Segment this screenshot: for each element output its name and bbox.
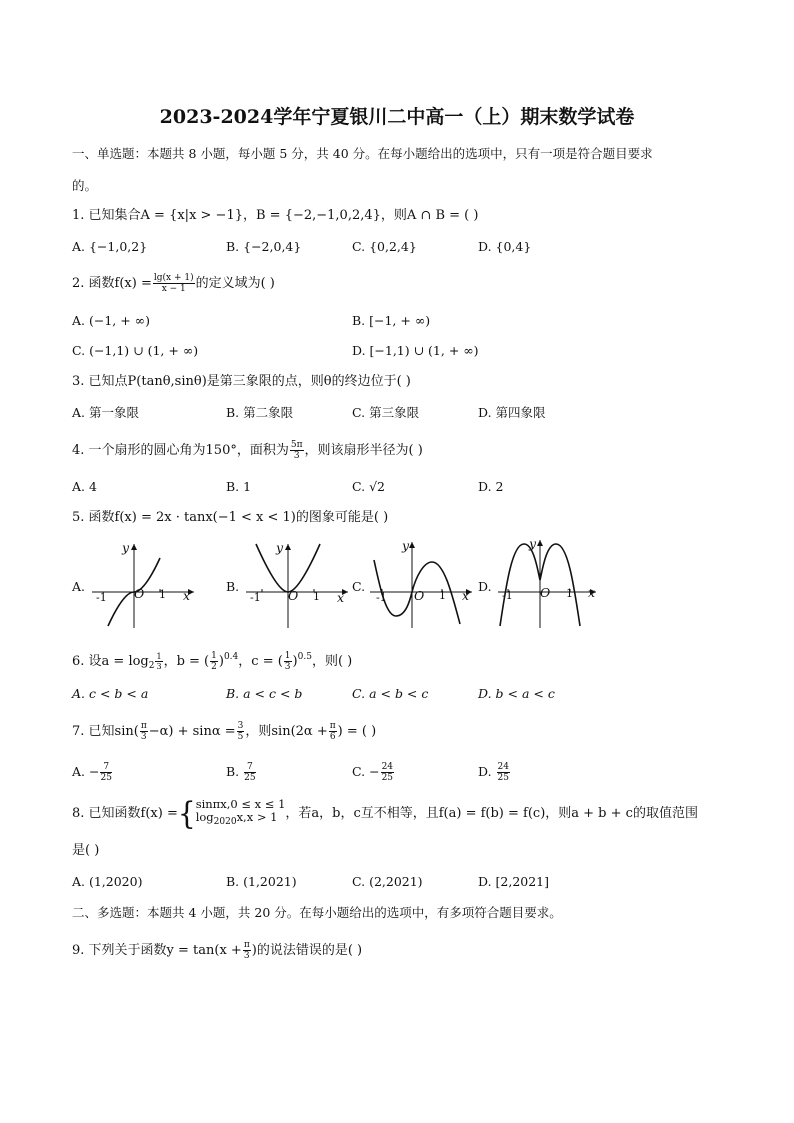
q6-a-base: 2 <box>148 661 155 671</box>
q4-option-c: C. √2 <box>352 479 385 494</box>
question-2-stem <box>72 273 275 294</box>
q7-option-b-den: 25 <box>244 773 256 783</box>
q5-c-y-label: y <box>402 538 410 553</box>
q8-case-2-base: 2020 <box>213 817 237 827</box>
q8-case-1: sinπx,0 ≤ x ≤ 1 <box>195 797 286 811</box>
q6-b-fraction <box>210 651 218 672</box>
q5-graph-c <box>368 538 480 630</box>
question-8-stem <box>72 794 698 832</box>
q7-frac-2-num: 3 <box>237 721 244 731</box>
q5-a-pos1: 1 <box>159 588 166 601</box>
q5-d-neg1: -1 <box>502 589 513 602</box>
q7-option-c-sign: − <box>369 764 380 779</box>
q4-option-a: A. 4 <box>72 479 97 494</box>
q5-c-pos1: 1 <box>439 589 446 602</box>
q6-c-fraction <box>284 651 292 672</box>
q7-option-a-sign: − <box>89 764 100 779</box>
q2-frac-num: lg(x + 1) <box>153 273 194 283</box>
q7-option-a <box>72 762 113 783</box>
q6-b-exp: 0.4 <box>223 652 239 662</box>
q7-option-a-frac <box>100 762 111 783</box>
q5-d-x-label: x <box>588 585 596 600</box>
q8-post: ，若a，b，c互不相等，且f(a) = f(b) = f(c)，则a + b + c的取值范围 <box>285 806 698 821</box>
question-5-stem: 5. 函数f(x) = 2x · tanx(−1 < x < 1)的图象可能是( ) <box>72 510 389 525</box>
q5-c-x-label: x <box>462 588 470 603</box>
q5-graph-b <box>244 540 356 630</box>
q5-a-x-label: x <box>183 588 191 603</box>
q6-b-frac-den: 2 <box>211 662 217 672</box>
q4-option-b: B. 1 <box>226 479 252 494</box>
q6-option-d: D. b < a < c <box>478 686 555 701</box>
q8-brace: { <box>177 794 196 832</box>
q8-case-2 <box>196 811 286 829</box>
q2-fraction <box>153 273 195 294</box>
q3-option-b: B. 第二象限 <box>226 405 294 420</box>
q7-option-d-letter: D. <box>478 764 492 779</box>
q8-case-2-rest: x,x > 1 <box>236 810 278 824</box>
q8-option-c: C. (2,2021) <box>352 874 423 889</box>
q6-option-a: A. c < b < a <box>72 686 149 701</box>
q6-c-frac-num: 1 <box>284 651 291 661</box>
q3-option-d: D. 第四象限 <box>478 405 546 420</box>
q7-frac-1-num: π <box>140 721 147 731</box>
question-6-stem: 6. 设$a = \log_2$ $\frac{1}{3}$ ，b = ( $\frac{1}{2}$ )$^{0.4}$，c = ( $\frac{1}{3}$ )$^{0.5}$，则( ) <box>72 651 353 672</box>
q2-frac-den: x − 1 <box>161 284 186 294</box>
q7-option-d-num: 24 <box>497 762 509 772</box>
q2-stem-post: 的定义域为( ) <box>195 276 275 291</box>
q5-option-d: D. <box>478 579 492 594</box>
question-9-stem <box>72 940 362 961</box>
q7-option-b-num: 7 <box>244 762 255 773</box>
q7-frac-2-den: 5 <box>237 732 244 742</box>
q7-frac-3-den: 6 <box>329 732 336 742</box>
q1-option-b: B. {−2,0,4} <box>226 239 302 254</box>
q1-option-d: D. {0,4} <box>478 239 532 254</box>
q6-a-frac-num: 1 <box>156 652 162 661</box>
q4-option-d: D. 2 <box>478 479 504 494</box>
q7-option-b-frac <box>244 762 255 783</box>
q7-part-3: ，则sin(2α + <box>245 724 328 739</box>
q5-option-c: C. <box>352 579 366 594</box>
q2-option-c: C. (−1,1) ∪ (1, + ∞) <box>72 343 199 358</box>
q9-frac-num: π <box>243 940 250 950</box>
q7-option-a-num: 7 <box>100 762 111 773</box>
q7-part-4: ) = ( ) <box>337 724 377 739</box>
q7-option-a-den: 25 <box>100 773 112 783</box>
q5-d-pos1: 1 <box>566 587 573 600</box>
q6-b-pre: ，b = ( <box>163 654 210 669</box>
q8-case-2-log: log <box>195 810 214 824</box>
q5-d-origin: O <box>540 585 551 600</box>
q7-part-1: 7. 已知sin( <box>72 724 139 739</box>
q6-a-fraction <box>155 652 162 671</box>
q5-d-y-label: y <box>529 536 537 551</box>
q6-b-frac-num: 1 <box>211 651 217 661</box>
q5-b-y-label: y <box>276 540 284 555</box>
q4-stem-pre: 4. 一个扇形的圆心角为150°，面积为 <box>72 443 289 458</box>
question-3-stem: 3. 已知点P(tanθ,sinθ)是第三象限的点，则θ的终边位于( ) <box>72 374 411 389</box>
q6-c-exp: 0.5 <box>297 652 312 662</box>
q2-option-a: A. (−1, + ∞) <box>72 313 150 328</box>
q7-option-a-letter: A. <box>72 764 86 779</box>
q6-post: ，则( ) <box>311 654 353 669</box>
q8-cases <box>196 798 286 829</box>
q5-a-y-label: y <box>122 540 130 555</box>
q1-option-c: C. {0,2,4} <box>352 239 417 254</box>
q5-c-neg1: -1 <box>376 591 387 604</box>
q6-a-pre: 6. 设a = log <box>72 654 149 669</box>
q5-b-neg1: -1 <box>250 591 261 604</box>
q7-frac-3 <box>329 721 337 742</box>
q7-option-b-letter: B. <box>226 764 240 779</box>
section-1-instruction-cont: 的。 <box>72 178 98 193</box>
section-1-instruction: 一、单选题：本题共 8 小题，每小题 5 分，共 40 分。在每小题给出的选项中，只有一项是符合题目要求 <box>72 146 653 161</box>
q7-frac-3-num: π <box>329 721 336 731</box>
q7-option-c-frac <box>381 762 394 783</box>
q7-option-c-den: 25 <box>381 773 394 783</box>
q5-b-pos1: 1 <box>313 590 320 603</box>
q7-option-c-letter: C. <box>352 764 366 779</box>
q7-option-c-num: 24 <box>381 762 394 772</box>
q8-option-a: A. (1,2020) <box>72 874 143 889</box>
q7-option-d <box>478 762 511 783</box>
q6-c-frac-den: 3 <box>284 662 291 672</box>
q9-fraction <box>243 940 251 961</box>
q7-frac-1-den: 3 <box>140 732 147 742</box>
q7-option-b <box>226 762 257 783</box>
q5-b-x-label: x <box>337 590 345 605</box>
question-7-stem <box>72 721 376 742</box>
q6-option-c: C. a < b < c <box>352 686 429 701</box>
q5-a-origin: O <box>134 586 145 601</box>
q5-option-b: B. <box>226 579 240 594</box>
q7-option-c <box>352 762 395 783</box>
q7-frac-2 <box>237 721 245 742</box>
q6-a-frac-den: 3 <box>156 662 162 671</box>
q5-option-a: A. <box>72 579 86 594</box>
q4-stem-post: ，则该扇形半径为( ) <box>304 443 423 458</box>
q5-c-origin: O <box>414 588 425 603</box>
q2-option-b: B. [−1, + ∞) <box>352 313 431 328</box>
q8-pre: 8. 已知函数f(x) = <box>72 806 178 821</box>
q5-graph-a <box>90 540 202 630</box>
q5-graph-d <box>496 536 606 630</box>
q5-b-origin: O <box>288 588 299 603</box>
q9-pre: 9. 下列关于函数y = tan(x + <box>72 943 242 958</box>
question-4-stem <box>72 440 423 461</box>
q2-stem-pre: 2. 函数f(x) = <box>72 276 152 291</box>
q7-option-d-frac <box>497 762 510 783</box>
q7-frac-1 <box>140 721 148 742</box>
q6-c-pre: ，c = ( <box>238 654 283 669</box>
q4-frac-num: 5π <box>290 440 303 450</box>
q9-post: )的说法错误的是( ) <box>251 943 363 958</box>
q3-option-c: C. 第三象限 <box>352 405 420 420</box>
q4-frac-den: 3 <box>293 451 300 461</box>
q8-option-d: D. [2,2021] <box>478 874 550 889</box>
q6-option-b: B. a < c < b <box>226 686 303 701</box>
page-title: 2023-2024学年宁夏银川二中高一（上）期末数学试卷 <box>159 106 635 128</box>
question-8-stem-cont: 是( ) <box>72 843 100 858</box>
q7-option-d-den: 25 <box>497 773 509 783</box>
q4-fraction <box>290 440 304 461</box>
q8-option-b: B. (1,2021) <box>226 874 297 889</box>
q7-part-2: −α) + sinα = <box>148 724 236 739</box>
q5-a-neg1: -1 <box>96 591 107 604</box>
q2-option-d: D. [−1,1) ∪ (1, + ∞) <box>352 343 479 358</box>
question-1-stem: 1. 已知集合A = {x|x > −1}，B = {−2,−1,0,2,4}，则A ∩ B = ( ) <box>72 208 479 223</box>
q1-option-a: A. {−1,0,2} <box>72 239 148 254</box>
q9-frac-den: 3 <box>243 951 250 961</box>
section-2-instruction: 二、多选题：本题共 4 小题，共 20 分。在每小题给出的选项中，有多项符合题目要求。 <box>72 905 562 920</box>
q3-option-a: A. 第一象限 <box>72 405 139 420</box>
